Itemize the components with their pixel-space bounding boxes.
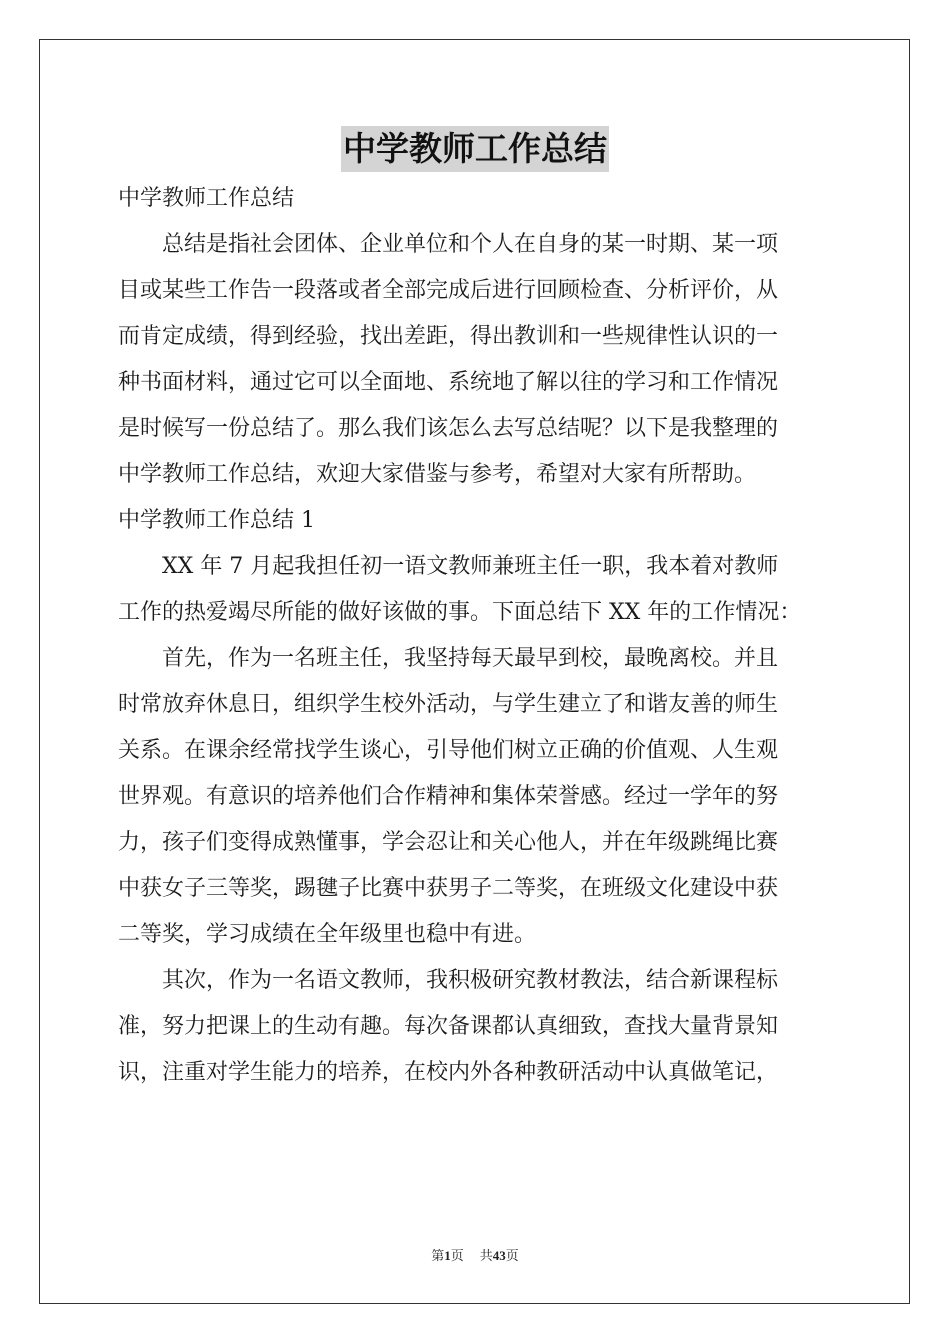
- page-number: 1: [444, 1248, 451, 1263]
- body-line: 总结是指社会团体、企业单位和个人在自身的某一时期、某一项: [118, 232, 779, 257]
- body-line: 中学教师工作总结，欢迎大家借鉴与参考，希望对大家有所帮助。: [118, 462, 757, 487]
- body-line: 时常放弃休息日，组织学生校外活动，与学生建立了和谐友善的师生: [118, 692, 779, 717]
- total-pages: 43: [492, 1248, 506, 1263]
- body-line: 中学教师工作总结: [118, 186, 295, 211]
- page-suffix: 页: [450, 1248, 464, 1263]
- body-line: 中获女子三等奖，踢毽子比赛中获男子二等奖，在班级文化建设中获: [118, 876, 779, 901]
- body-line: 是时候写一份总结了。那么我们该怎么去写总结呢？以下是我整理的: [118, 416, 779, 441]
- body-line: XX 年 7 月起我担任初一语文教师兼班主任一职，我本着对教师: [118, 554, 779, 579]
- title-container: [0, 126, 950, 172]
- page-prefix: 第: [431, 1248, 445, 1263]
- body-line: 工作的热爱竭尽所能的做好该做的事。下面总结下 XX 年的工作情况：: [118, 600, 802, 625]
- body-line: 而肯定成绩，得到经验，找出差距，得出教训和一些规律性认识的一: [118, 324, 779, 349]
- body-line: 准，努力把课上的生动有趣。每次备课都认真细致，查找大量背景知: [118, 1014, 779, 1039]
- body-line: 种书面材料，通过它可以全面地、系统地了解以往的学习和工作情况: [118, 370, 779, 395]
- body-line: 世界观。有意识的培养他们合作精神和集体荣誉感。经过一学年的努: [118, 784, 779, 809]
- body-line: 二等奖，学习成绩在全年级里也稳中有进。: [118, 922, 537, 947]
- body-line: 目或某些工作告一段落或者全部完成后进行回顾检查、分析评价，从: [118, 278, 779, 303]
- body-line: 力，孩子们变得成熟懂事，学会忍让和关心他人，并在年级跳绳比赛: [118, 830, 779, 855]
- body-line: 其次，作为一名语文教师，我积极研究教材教法，结合新课程标: [118, 968, 779, 993]
- body-line: 关系。在课余经常找学生谈心，引导他们树立正确的价值观、人生观: [118, 738, 779, 763]
- body-line: 识，注重对学生能力的培养，在校内外各种教研活动中认真做笔记，: [118, 1060, 779, 1085]
- total-prefix: 共: [479, 1248, 493, 1263]
- total-suffix: 页: [505, 1248, 519, 1263]
- document-body: [118, 180, 834, 1092]
- page-footer: [0, 1247, 950, 1265]
- section-heading: 中学教师工作总结 1: [118, 508, 315, 533]
- document-title: 中学教师工作总结: [341, 126, 609, 172]
- body-line: 首先，作为一名班主任，我坚持每天最早到校，最晚离校。并且: [118, 646, 779, 671]
